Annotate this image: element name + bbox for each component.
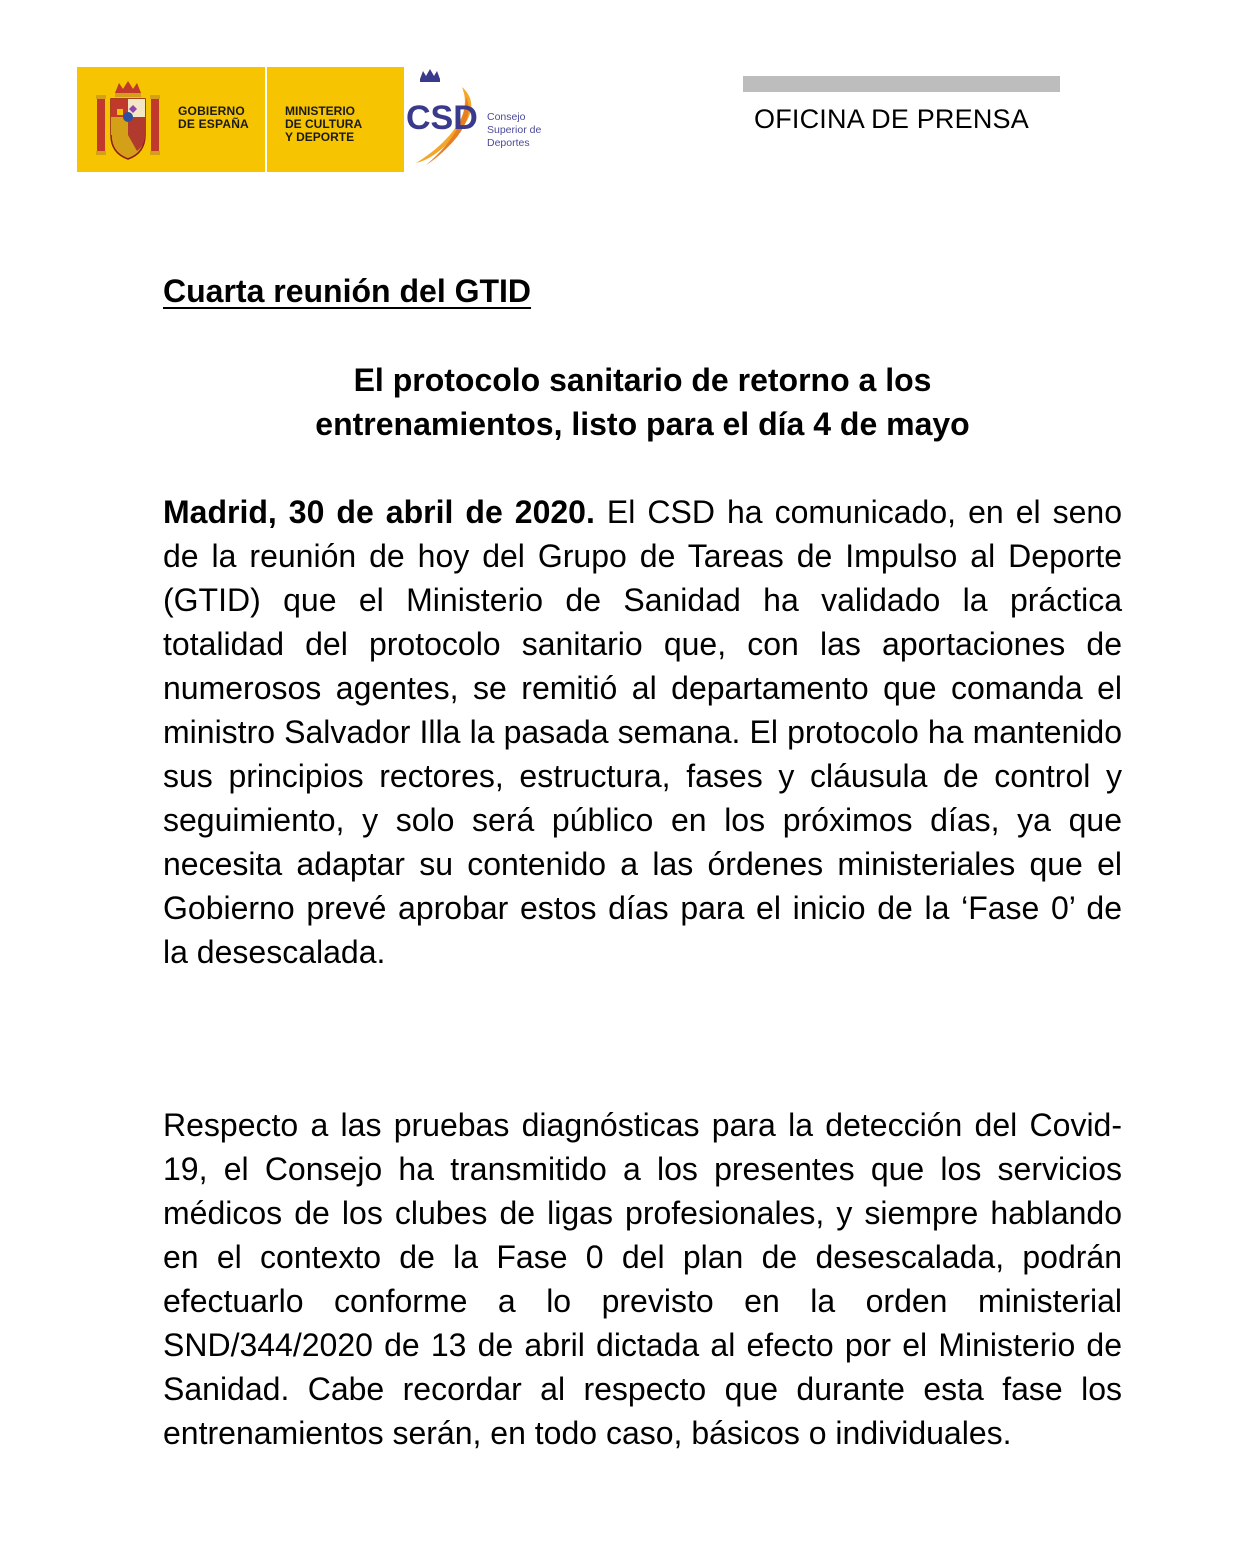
ministry-line-3: Y DEPORTE xyxy=(285,130,355,144)
headline-line-1: El protocolo sanitario de retorno a los xyxy=(353,362,932,398)
body-paragraph-2: Respecto a las pruebas diagnósticas para la detección del Covid-19, el Consejo ha transmitido a los presentes que los servicios médicos de los clubes de ligas profesionales, y siempre hablando en el contexto de la Fase 0 del plan de desescalada, podrán efectuarlo conforme a lo previsto en la orden ministerial SND/344/2020 de 13 de abril dictada al efecto por el Ministerio de Sanidad. Cabe recordar al respecto que durante esta fase los entrenamientos serán, en todo caso, básicos o individuales. xyxy=(163,1107,1122,1451)
government-of-spain-label xyxy=(178,105,249,131)
csd-full-name xyxy=(487,111,541,150)
press-office-bar xyxy=(743,76,1060,92)
ministry-line-2: DE CULTURA xyxy=(285,117,363,131)
gov-line-1: GOBIERNO xyxy=(178,104,245,118)
ministry-line-1: MINISTERIO xyxy=(285,104,356,118)
spanish-coat-of-arms-icon xyxy=(93,79,163,163)
headline-line-2: entrenamientos, listo para el día 4 de mayo xyxy=(315,406,970,442)
headline xyxy=(163,358,1122,446)
paragraph-1-text: El CSD ha comunicado, en el seno de la reunión de hoy del Grupo de Tareas de Impulso al Deporte (GTID) que el Ministerio de Sanidad ha validado la práctica totalidad del protocolo sanitario que, con las aportaciones de numerosos agentes, se remitió al departamento que comanda el ministro Salvador Illa la pasada semana. El protocolo ha mantenido sus principios rectores, estructura, fases y cláusula de control y seguimiento, y solo será público en los próximos días, ya que necesita adaptar su contenido a las órdenes ministeriales que el Gobierno prevé aprobar estos días para el inicio de la ‘Fase 0’ de la desescalada. xyxy=(163,494,1123,970)
banner-divider xyxy=(265,67,267,172)
csd-sub-line-2: Superior de xyxy=(487,124,542,136)
csd-sub-line-3: Deportes xyxy=(487,137,530,149)
dateline: Madrid, 30 de abril de 2020. xyxy=(163,494,595,530)
csd-sub-line-1: Consejo xyxy=(487,111,526,123)
kicker-heading: Cuarta reunión del GTID xyxy=(163,273,532,309)
press-office-label: OFICINA DE PRENSA xyxy=(754,104,1029,134)
ministry-label xyxy=(285,105,362,144)
csd-letters: CSD xyxy=(406,99,478,137)
body-paragraph-1 xyxy=(163,490,1122,974)
csd-logo-icon xyxy=(404,67,484,172)
gov-line-2: DE ESPAÑA xyxy=(178,117,249,131)
government-banner xyxy=(77,67,404,172)
